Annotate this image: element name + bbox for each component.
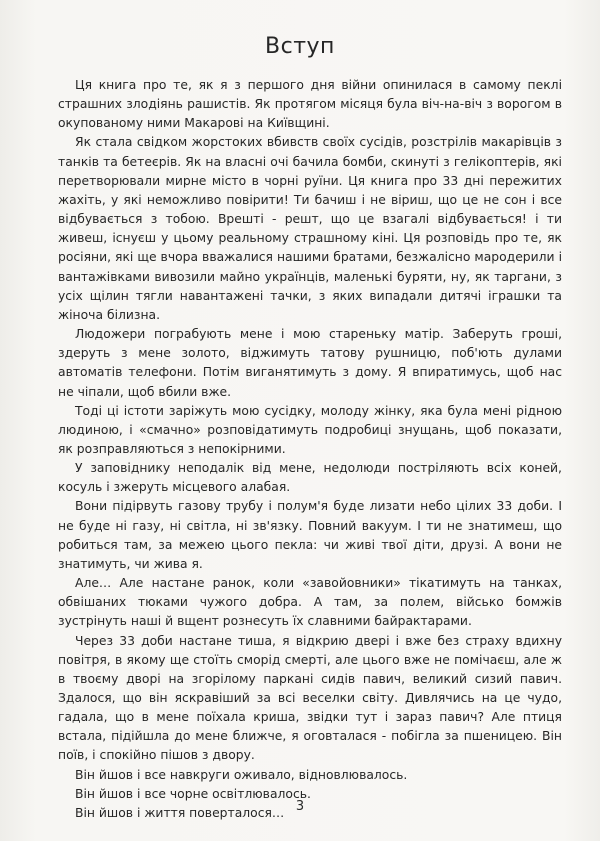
closing-line: Він йшов і життя поверталося… [75, 805, 285, 820]
closing-line: Він йшов і все чорне освітлювалось. [75, 786, 311, 801]
paragraph: Тоді ці істоти заріжуть мою сусідку, молоду жінку, яка була мені рідною людиною, і «смачно» розповідатимуть подробиці знущань, щоб показати, як розправляються з непокірними. [58, 403, 562, 456]
closing-line: Він йшов і все навкруги оживало, відновлювалось. [75, 767, 408, 782]
paragraph: Вони підірвуть газову трубу і полум'я буде лизати небо цілих 33 доби. І не буде ні газу, ні світла, ні зв'язку. Повний вакуум. І ти не знатимеш, що робиться там, за межею цього пекла: чи живі твої діти, друзі. А вони не знатимуть, чи жива я. [58, 499, 562, 571]
paragraph: Ця книга про те, як я з першого дня війни опинилася в самому пеклі страшних злодіянь рашистів. Як протягом місяця була віч-на-віч з ворогом в окупованому ними Макарові на Київщині. [58, 78, 562, 131]
paragraph: У заповіднику неподалік від мене, недолюди постріляють всіх коней, косуль і зжеруть місцевого алабая. [58, 461, 562, 495]
chapter-body [58, 76, 562, 823]
paragraph: Людожери пограбують мене і мою стареньку матір. Заберуть гроші, здеруть з мене золото, віджимуть татову рушницю, поб'ють дулами автоматів телефони. Потім виганятимуть з дому. Я впиратимусь, щоб нас не чіпали, щоб вбили вже. [58, 327, 562, 399]
page-number: 3 [295, 799, 305, 814]
chapter-title: Вступ [265, 34, 335, 59]
paragraph: Через 33 доби настане тиша, я відкрию двері і вже без страху вдихну повітря, в якому ще стоїть сморід смерті, але цього вже не помічаєш, але ж в твоєму дворі на згорілому паркані сидів павич, великий сизий павич. Здалося, що він яскравіший за всі веселки світу. Дивлячись на це чудо, гадала, що в мене поїхала криша, звідки тут і зараз павич? Але птиця встала, підійшла до мене ближче, я оговталася - побігла за пшеницею. Він поїв, і спокійно пішов з двору. [58, 633, 562, 763]
paragraph: Але… Але настане ранок, коли «завойовники» тікатимуть на танках, обвішаних тюками чужого добра. А там, за полем, військо бомжів зустрінуть наші й вщент рознесуть їх славними байрактарами. [58, 576, 562, 629]
paragraph: Як стала свідком жорстоких вбивств своїх сусідів, розстрілів макарівців з танків та бетеєрів. Як на власні очі бачила бомби, скинуті з гелікоптерів, які перетворювали мирне місто в чорні руїни. Ця книга про 33 дні пережитих жахіть, у які неможливо повірити! Ти бачиш і не віриш, що це не сон і все відбувається з тобою. Врешті - решт, що це взагалі відбувається! і ти живеш, існуєш у цьому реальному страшному кіні. Ця розповідь про те, як росіяни, які ще вчора вважалися нашими братами, безжалісно мародерили і вантажівками вивозили майно українців, маленькі буряти, ну, як таргани, з усіх щілин тягли навантажені тачки, з яких випадали дитячі іграшки та жіноча білизна. [58, 135, 562, 322]
